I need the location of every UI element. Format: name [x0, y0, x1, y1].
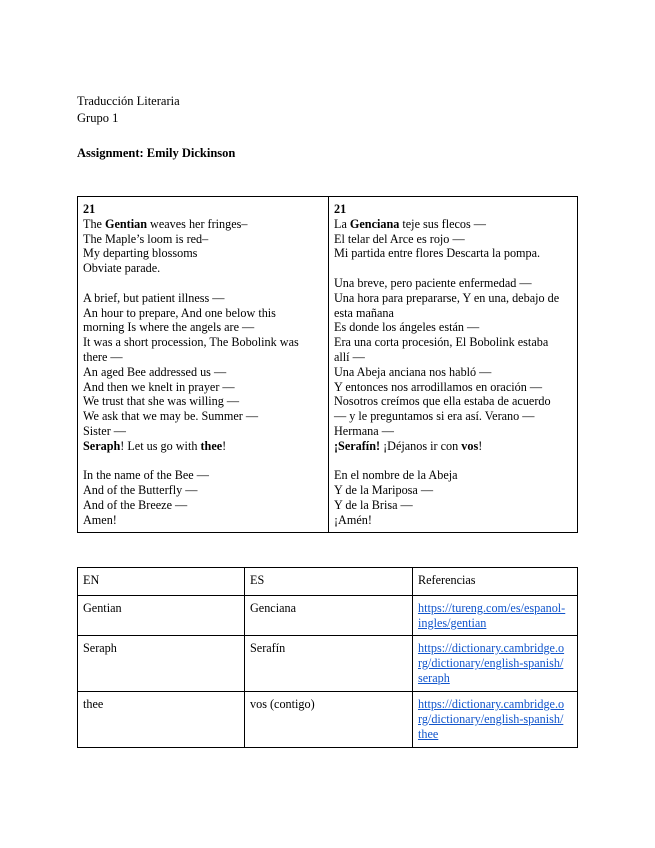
line-text: Una Abeja anciana nos habló — — [334, 364, 492, 379]
poem-line — [334, 320, 572, 335]
term-en: Gentian — [78, 596, 245, 636]
poem-line — [334, 246, 572, 261]
line-text: Y de la Brisa — — [334, 497, 413, 512]
line-text: A brief, but patient illness — — [83, 290, 225, 305]
poem-line — [83, 291, 323, 306]
link-text-segment: ingles/gentian — [418, 615, 487, 630]
spanish-poem-cell — [329, 197, 578, 533]
line-text: The Maple’s loom is red– — [83, 231, 209, 246]
poem-line — [334, 365, 572, 380]
reference-cell — [413, 596, 578, 636]
line-text: It was a short procession, The Bobolink was — [83, 335, 299, 350]
line-text: — y le preguntamos si era así. Verano — — [334, 409, 535, 424]
line-text: We ask that we may be. Summer — — [83, 409, 259, 424]
line-text: there — — [83, 349, 123, 364]
line-text: morning Is where the angels are — — [83, 320, 255, 335]
line-text: And of the Breeze — — [83, 497, 188, 512]
line-text: An aged Bee addressed us — — [83, 364, 227, 379]
line-text: esta mañana — [334, 305, 394, 320]
stanza-gap — [334, 454, 572, 469]
line-text: Era una corta procesión, El Bobolink estaba — [334, 335, 549, 350]
course-title: Traducción Literaria — [77, 94, 180, 108]
bold-word: thee — [200, 438, 223, 453]
header-es: ES — [245, 568, 413, 596]
link-text-segment: rg/dictionary/english-spanish/ — [418, 655, 564, 670]
bold-word: vos — [461, 438, 479, 453]
poem-en-stanza-2 — [83, 291, 323, 454]
header-referencias: Referencias — [413, 568, 578, 596]
poem-line — [83, 498, 323, 513]
references-header-row — [78, 568, 578, 596]
line-text: El telar del Arce es rojo — — [334, 231, 465, 246]
poem-line — [83, 350, 323, 365]
group-label: Grupo 1 — [77, 111, 119, 125]
table-row — [78, 636, 578, 692]
line-text: We trust that she was willing — — [83, 394, 240, 409]
poem-es-stanza-1 — [334, 217, 572, 261]
line-text: Una hora para prepararse, Y en una, debajo de — [334, 290, 560, 305]
bold-word: ¡Serafín! — [334, 438, 381, 453]
line-text: Amen! — [83, 512, 117, 527]
poem-line — [83, 409, 323, 424]
poem-line — [334, 424, 572, 439]
poem-line — [334, 468, 572, 483]
poem-row — [78, 197, 578, 533]
bold-word: Gentian — [105, 216, 147, 231]
line-text: Hermana — — [334, 423, 394, 438]
line-text: ¡Déjanos ir con — [380, 438, 462, 453]
poem-line — [83, 483, 323, 498]
line-text: Una breve, pero paciente enfermedad — — [334, 275, 532, 290]
poem-line — [334, 483, 572, 498]
line-text: In the name of the Bee — — [83, 468, 209, 483]
poem-line — [83, 380, 323, 395]
poem-number-es: 21 — [334, 202, 347, 216]
link-text-segment: thee — [418, 726, 439, 741]
line-text: En el nombre de la Abeja — [334, 468, 458, 483]
term-es: vos (contigo) — [245, 692, 413, 748]
document-header — [77, 93, 180, 127]
poem-line — [83, 306, 323, 321]
line-text: weaves her fringes– — [146, 216, 248, 231]
poem-line — [83, 513, 323, 528]
term-en: Seraph — [78, 636, 245, 692]
reference-link-seraph[interactable] — [418, 641, 564, 685]
line-text: Mi partida entre flores Descarta la pompa. — [334, 246, 541, 261]
line-text: ! — [478, 438, 483, 453]
poem-line — [334, 276, 572, 291]
link-text-segment: https://tureng.com/es/espanol- — [418, 601, 566, 615]
line-text: Y entonces nos arrodillamos en oración — — [334, 379, 543, 394]
poem-line — [83, 439, 323, 454]
term-es: Serafín — [245, 636, 413, 692]
poem-es-stanza-2 — [334, 276, 572, 454]
link-text-segment: https://dictionary.cambridge.o — [418, 697, 565, 711]
term-es: Genciana — [245, 596, 413, 636]
line-text: allí — — [334, 349, 365, 364]
line-text: The — [83, 216, 105, 231]
bold-word: Genciana — [349, 216, 400, 231]
table-row — [78, 692, 578, 748]
poem-line — [83, 261, 323, 276]
poem-line — [83, 394, 323, 409]
poem-line — [334, 439, 572, 454]
reference-cell — [413, 636, 578, 692]
link-text-segment: seraph — [418, 670, 450, 685]
poem-line — [334, 350, 572, 365]
references-table — [77, 567, 578, 748]
line-text: La — [334, 216, 350, 231]
line-text: Nosotros creímos que ella estaba de acuerdo — [334, 394, 551, 409]
stanza-gap — [83, 454, 323, 469]
stanza-gap — [334, 261, 572, 276]
term-en: thee — [78, 692, 245, 748]
line-text: My departing blossoms — [83, 246, 198, 261]
line-text: ! Let us go with — [120, 438, 201, 453]
poem-line — [83, 424, 323, 439]
poem-line — [83, 217, 323, 232]
english-poem-cell — [78, 197, 329, 533]
link-text-segment: https://dictionary.cambridge.o — [418, 641, 565, 655]
poem-line — [334, 291, 572, 306]
poem-line — [334, 513, 572, 528]
poem-es-stanza-3 — [334, 468, 572, 527]
line-text: Y de la Mariposa — — [334, 483, 434, 498]
poem-line — [334, 217, 572, 232]
link-text-segment: rg/dictionary/english-spanish/ — [418, 711, 564, 726]
poem-line — [334, 409, 572, 424]
poem-line — [83, 246, 323, 261]
line-text: Sister — — [83, 423, 126, 438]
poem-en-stanza-1 — [83, 217, 323, 276]
poem-line — [83, 320, 323, 335]
assignment-title: Assignment: Emily Dickinson — [77, 146, 236, 160]
poem-line — [83, 335, 323, 350]
line-text: ! — [222, 438, 227, 453]
poem-line — [334, 380, 572, 395]
line-text: ¡Amén! — [334, 512, 372, 527]
bold-word: Seraph — [83, 438, 121, 453]
stanza-gap — [83, 276, 323, 291]
line-text: And then we knelt in prayer — — [83, 379, 235, 394]
poem-translation-table — [77, 196, 578, 533]
poem-en-stanza-3 — [83, 468, 323, 527]
poem-line — [334, 335, 572, 350]
reference-link-gentian[interactable] — [418, 601, 565, 630]
poem-line — [334, 498, 572, 513]
reference-link-thee[interactable] — [418, 697, 564, 741]
poem-line — [83, 232, 323, 247]
header-en: EN — [78, 568, 245, 596]
table-row — [78, 596, 578, 636]
poem-line — [83, 468, 323, 483]
line-text: teje sus flecos — — [399, 216, 486, 231]
line-text: Es donde los ángeles están — — [334, 320, 480, 335]
line-text: And of the Butterfly — — [83, 483, 198, 498]
reference-cell — [413, 692, 578, 748]
poem-line — [334, 394, 572, 409]
poem-number-en: 21 — [83, 202, 96, 216]
line-text: Obviate parade. — [83, 261, 161, 276]
poem-line — [334, 306, 572, 321]
line-text: An hour to prepare, And one below this — [83, 305, 276, 320]
poem-line — [334, 232, 572, 247]
poem-line — [83, 365, 323, 380]
